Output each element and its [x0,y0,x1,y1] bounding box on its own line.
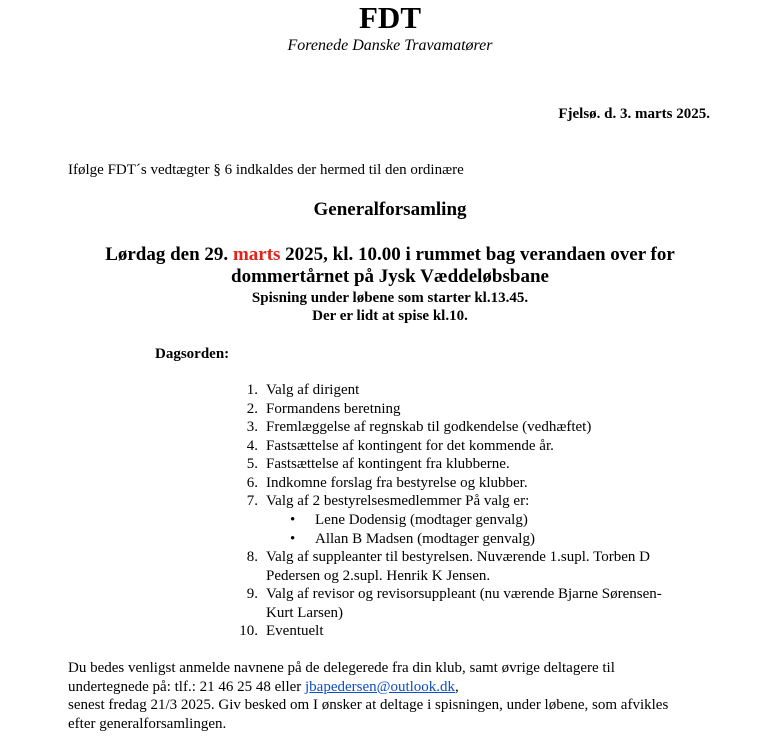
contact-punctuation: , [455,678,459,695]
agenda-item-text: Formandens beretning [266,400,401,417]
bullet-icon: • [290,512,296,528]
footer-line: Du bedes venligst anmelde navnene på de delegerede fra din klub, samt øvrige deltagere til [68,660,615,676]
agenda-label: Dagsorden: [155,346,230,362]
agenda-item-text: Valg af dirigent [266,382,360,398]
candidate-name: Allan B Madsen (modtager genvalg) [315,530,535,547]
agenda-item-text: Valg af 2 bestyrelsesmedlemmer På valg er: [266,493,530,509]
agenda-item-text: Eventuelt [266,623,324,639]
agenda-item-text: Valg af revisor og revisorsuppleant (nu værende Bjarne Sørensen- [266,586,662,602]
agenda-item-text-continued: Kurt Larsen) [266,604,344,621]
agenda-item-number: 4. [246,437,258,454]
meeting-heading: Generalforsamling [313,199,467,220]
agenda-item-text: Indkomne forslag fra bestyrelse og klubber. [266,474,528,491]
intro-text: Ifølge FDT´s vedtægter § 6 indkaldes der hermed til den ordinære [68,162,464,178]
meeting-line-2: dommertårnet på Jysk Væddeløbsbane [231,266,549,287]
dateline: Fjelsø. d. 3. marts 2025. [558,106,710,122]
agenda-item-text: Fastsættelse af kontingent for det kommende år. [266,437,554,454]
agenda-item-number: 3. [246,419,258,435]
footer-line: efter generalforsamlingen. [68,715,227,732]
meeting-time-location: 2025, kl. 10.00 i rummet bag verandaen over for [280,244,675,265]
agenda-item-number: 8. [246,549,258,565]
agenda-item-text: Valg af suppleanter til bestyrelsen. Nuværende 1.supl. Torben D [266,549,651,565]
contact-text: undertegnede på: tlf.: 21 46 25 48 eller [68,678,306,695]
footer-contact-line [68,678,459,697]
agenda-item-number: 7. [246,493,258,509]
agenda-item-number: 10. [239,623,258,639]
agenda-item-number: 9. [246,586,258,602]
agenda-item-text-continued: Pedersen og 2.supl. Henrik K Jensen. [266,567,491,584]
document-title: FDT [359,0,421,35]
meeting-month: marts [232,244,281,265]
snack-note: Der er lidt at spise kl.10. [312,308,468,324]
agenda-item-number: 2. [246,400,258,417]
candidate-name: Lene Dodensig (modtager genvalg) [315,512,528,528]
agenda-item-number: 1. [246,382,258,398]
organization-name: Forenede Danske Travamatører [287,37,493,54]
meeting-line-1 [0,244,780,266]
agenda-item-text: Fastsættelse af kontingent fra klubberne. [266,456,510,472]
footer-line: senest fredag 21/3 2025. Giv besked om I ønsker at deltage i spisningen, under løbene, som afvikles [68,697,669,713]
meeting-details [0,244,780,288]
agenda-item-text: Fremlæggelse af regnskab til godkendelse (vedhæftet) [266,419,592,435]
email-link[interactable]: jbapedersen@outlook.dk [305,678,456,695]
dining-note: Spisning under løbene som starter kl.13.45. [251,290,529,306]
meeting-date: Lørdag den 29. [105,244,233,265]
agenda-item-number: 5. [246,456,258,472]
bullet-icon: • [290,530,296,547]
agenda-item-number: 6. [246,474,258,491]
